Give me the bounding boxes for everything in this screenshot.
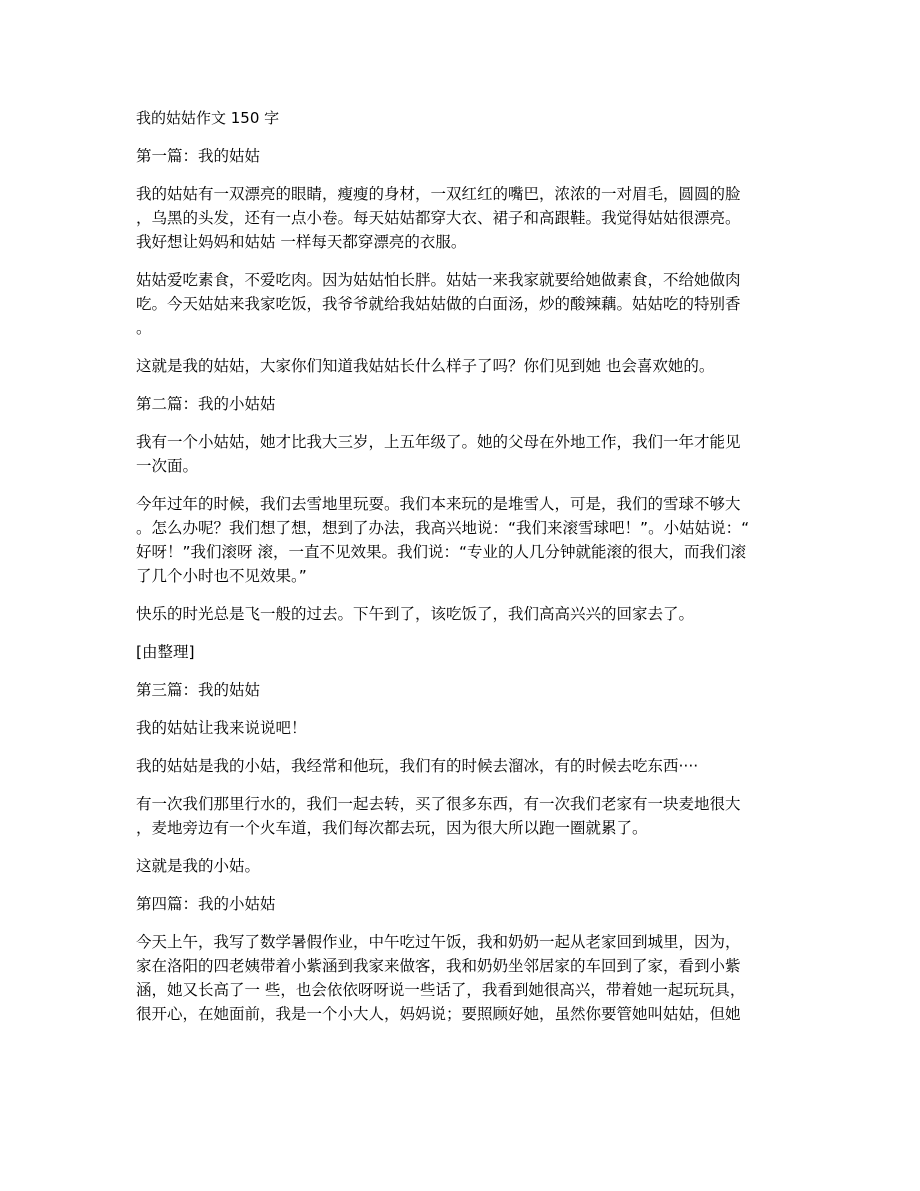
document-body <box>136 106 786 1026</box>
text-line: 第三篇：我的姑姑 <box>136 681 261 699</box>
paragraph-gap <box>136 254 786 268</box>
paragraph <box>136 392 786 416</box>
paragraph <box>136 144 786 168</box>
paragraph-gap <box>136 840 786 854</box>
text-line: 第四篇：我的小姑姑 <box>136 895 276 913</box>
paragraph <box>136 602 786 626</box>
text-line: 快乐的时光总是飞一般的过去。下午到了，该吃饭了，我们高高兴兴的回家去了。 <box>136 605 695 623</box>
text-line: 。怎么办呢？我们想了想，想到了办法，我高兴地说：“我们来滚雪球吧！”。小姑姑说：“ <box>136 519 750 537</box>
paragraph-gap <box>136 778 786 792</box>
paragraph-gap <box>136 878 786 892</box>
text-line: 这就是我的小姑。 <box>136 857 261 875</box>
text-line: 我的姑姑是我的小姑，我经常和他玩，我们有的时候去溜冰，有的时候去吃东西···· <box>136 757 699 775</box>
paragraph <box>136 492 786 588</box>
paragraph-gap <box>136 168 786 182</box>
paragraph-gap <box>136 340 786 354</box>
paragraph <box>136 792 786 840</box>
paragraph-gap <box>136 378 786 392</box>
text-line: 今年过年的时候，我们去雪地里玩耍。我们本来玩的是堆雪人，可是，我们的雪球不够大 <box>136 495 741 513</box>
paragraph <box>136 640 786 664</box>
text-line: 第二篇：我的小姑姑 <box>136 395 276 413</box>
paragraph-gap <box>136 588 786 602</box>
text-line: 有一次我们那里行水的，我们一起去转，买了很多东西，有一次我们老家有一块麦地很大 <box>136 795 741 813</box>
text-line: 涵，她又长高了一 些，也会依依呀呀说一些话了，我看到她很高兴，带着她一起玩玩具， <box>136 981 746 999</box>
paragraph <box>136 354 786 378</box>
paragraph <box>136 892 786 916</box>
text-line: ，乌黑的头发，还有一点小卷。每天姑姑都穿大衣、裙子和高跟鞋。我觉得姑姑很漂亮。 <box>136 209 741 227</box>
paragraph-gap <box>136 416 786 430</box>
text-line: 。 <box>136 319 152 337</box>
text-line: 很开心，在她面前，我是一个小大人，妈妈说；要照顾好她，虽然你要管她叫姑姑，但她 <box>136 1005 741 1023</box>
text-line: ，麦地旁边有一个火车道，我们每次都去玩，因为很大所以跑一圈就累了。 <box>136 819 648 837</box>
text-line: 我的姑姑让我来说说吧！ <box>136 719 307 737</box>
paragraph-gap <box>136 478 786 492</box>
paragraph-gap <box>136 664 786 678</box>
paragraph <box>136 716 786 740</box>
paragraph <box>136 930 786 1026</box>
document-title: 我的姑姑作文 150 字 <box>136 109 280 127</box>
paragraph-gap <box>136 130 786 144</box>
text-line: 姑姑爱吃素食，不爱吃肉。因为姑姑怕长胖。姑姑一来我家就要给她做素食，不给她做肉 <box>136 271 741 289</box>
text-line: 我好想让妈妈和姑姑 一样每天都穿漂亮的衣服。 <box>136 233 467 251</box>
text-line: 我的姑姑有一双漂亮的眼睛，瘦瘦的身材，一双红红的嘴巴，浓浓的一对眉毛，圆圆的脸 <box>136 185 741 203</box>
paragraph <box>136 182 786 254</box>
text-line: 吃。今天姑姑来我家吃饭，我爷爷就给我姑姑做的白面汤，炒的酸辣藕。姑姑吃的特别香 <box>136 295 741 313</box>
text-line: [由整理] <box>136 643 195 661</box>
paragraph <box>136 854 786 878</box>
paragraph <box>136 430 786 478</box>
text-line: 一次面。 <box>136 457 199 475</box>
text-line: 了几个小时也不见效果。” <box>136 567 307 585</box>
paragraph-gap <box>136 740 786 754</box>
paragraph-gap <box>136 626 786 640</box>
text-line: 我有一个小姑姑，她才比我大三岁，上五年级了。她的父母在外地工作，我们一年才能见 <box>136 433 741 451</box>
paragraph <box>136 754 786 778</box>
paragraph <box>136 268 786 340</box>
text-line: 第一篇：我的姑姑 <box>136 147 261 165</box>
text-line: 这就是我的姑姑，大家你们知道我姑姑长什么样子了吗？你们见到她 也会喜欢她的。 <box>136 357 715 375</box>
text-line: 好呀！”我们滚呀 滚，一直不见效果。我们说：“专业的人几分钟就能滚的很大，而我们滚 <box>136 543 746 561</box>
paragraph-gap <box>136 916 786 930</box>
paragraph-gap <box>136 702 786 716</box>
text-line: 家在洛阳的四老姨带着小紫涵到我家来做客，我和奶奶坐邻居家的车回到了家，看到小紫 <box>136 957 741 975</box>
paragraph <box>136 678 786 702</box>
text-line: 今天上午，我写了数学暑假作业，中午吃过午饭，我和奶奶一起从老家回到城里，因为， <box>136 933 741 951</box>
